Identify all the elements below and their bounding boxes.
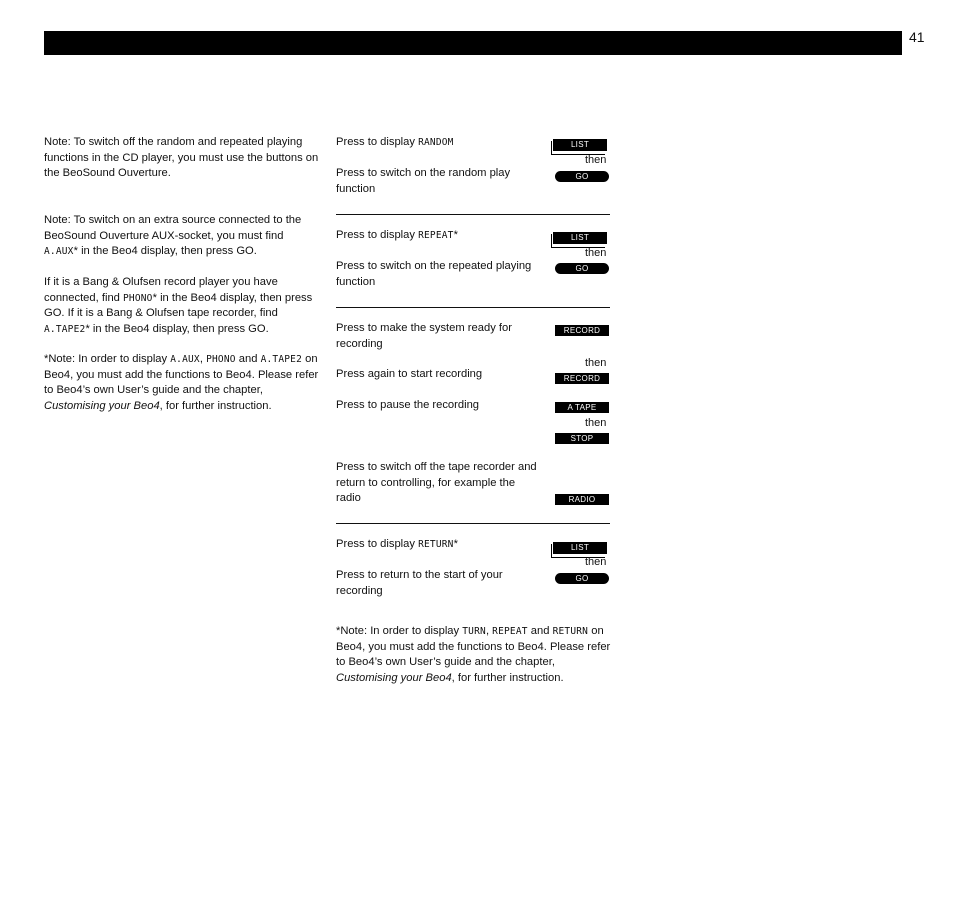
header-bar [44,31,902,55]
text: * [453,229,458,241]
text: , [199,353,207,365]
divider [336,307,610,308]
text: on Beo4, you must add the functions to Beo4. Please refer to Beo4’s own User’s guide and the chapter, [44,353,319,396]
radio-button[interactable]: RADIO [555,494,609,505]
stop-button[interactable]: STOP [555,433,609,444]
then-label: then [585,357,607,369]
text: and [527,625,553,637]
display-code: A.TAPE2 [260,354,303,365]
note-display [44,352,319,414]
text: * in the Beo4 display, then press GO. [85,322,269,335]
instruction-record-start: Press again to start recording [336,368,483,380]
text: * [453,538,458,550]
note-text [44,352,319,414]
note-phono [44,275,319,337]
display-code: A.TAPE2 [44,323,86,335]
note-random-repeat [44,135,319,182]
go-button[interactable]: GO [555,573,609,584]
instruction-display-return [336,537,541,553]
text: * in the Beo4 display, then press GO. If it is a Bang & Olufsen tape recorder, find [44,291,313,319]
instruction-repeat-on: Press to switch on the repeated playing function [336,260,532,288]
display-code: A.AUX [170,354,200,365]
display-code: REPEAT [492,626,528,637]
then-label: then [585,417,607,429]
text: *Note: In order to display [44,353,171,365]
note-aux [44,213,319,260]
then-label: then [585,154,607,166]
display-code: RANDOM [418,137,454,148]
italic-text: Customising your Beo4 [336,671,452,684]
list-button[interactable]: LIST [553,542,607,554]
display-code: RETURN [418,539,454,550]
divider [336,214,610,215]
then-label: then [585,247,607,259]
note-text [44,275,319,337]
text: *Note: In order to display [336,625,463,637]
instruction-display-random [336,135,541,151]
italic-text: Customising your Beo4 [44,399,160,412]
text: Note: To switch on an extra source connected to the BeoSound Ouverture AUX-socket, you must find [44,214,302,242]
note-text [336,624,611,686]
text: Press to display [336,538,419,550]
text: Press to display [336,229,419,241]
list-button[interactable]: LIST [553,232,607,244]
instruction-record-ready: Press to make the system ready for recording [336,322,512,350]
display-code: RETURN [552,626,589,637]
note-display-functions [336,624,611,686]
page-number: 41 [909,29,925,45]
note-text: Note: To switch off the random and repeated playing functions in the CD player, you must use the buttons on the BeoSound Ouverture. [44,136,319,179]
instruction-tape-off: Press to switch off the tape recorder and return to controlling, for example the radio [336,461,537,504]
instruction-random-on: Press to switch on the random play function [336,167,511,195]
text: , for further instruction. [159,399,272,412]
instruction-return-start: Press to return to the start of your recording [336,569,503,597]
display-code: REPEAT [418,230,454,241]
display-code: A.AUX [44,246,74,257]
note-text [44,213,319,260]
text: and [235,353,261,365]
then-label: then [585,556,607,568]
a-tape-button[interactable]: A TAPE [555,402,609,413]
divider [336,523,610,524]
text: * in the Beo4 display, then press GO. [73,245,257,257]
list-button[interactable]: LIST [553,139,607,151]
instruction-record-pause: Press to pause the recording [336,399,480,411]
text: If it is a Bang & Olufsen record player you have connected, find [44,276,278,304]
text: on Beo4, you must add the functions to Beo4. Please refer to Beo4’s own User’s guide and the chapter, [336,625,611,668]
record-button[interactable]: RECORD [555,373,609,384]
record-button[interactable]: RECORD [555,325,609,336]
text: , [485,625,493,637]
go-button[interactable]: GO [555,263,609,274]
display-code: PHONO [123,292,153,304]
text: Press to display [336,136,419,148]
go-button[interactable]: GO [555,171,609,182]
display-code: PHONO [206,354,236,365]
display-code: TURN [462,626,486,637]
instruction-display-repeat [336,228,541,244]
text: , for further instruction. [451,671,564,684]
